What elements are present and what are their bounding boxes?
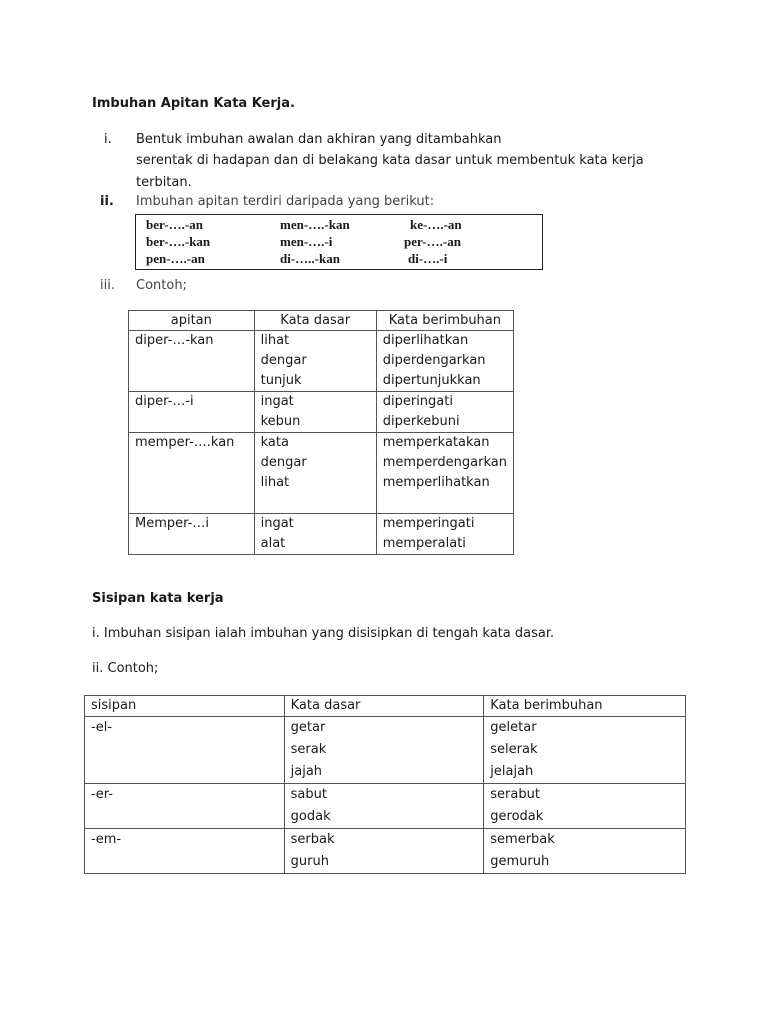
kata-berimbuhan: gerodak <box>490 809 544 824</box>
item2-number: ii. <box>100 194 114 209</box>
affix-item: ber-….-kan <box>146 234 211 249</box>
section1-title: Imbuhan Apitan Kata Kerja. <box>92 96 295 111</box>
table-row <box>85 784 686 829</box>
column-header: Kata dasar <box>254 311 376 331</box>
kata-berimbuhan: memperalati <box>382 536 466 551</box>
column-header: sisipan <box>85 696 285 717</box>
apitan-cell: Memper-…i <box>135 516 209 531</box>
affix-item: per-….-an <box>404 234 461 249</box>
affix-item: di-…..-kan <box>280 251 340 266</box>
kata-berimbuhan: gemuruh <box>490 854 550 869</box>
item1-number: i. <box>104 132 112 147</box>
apitan-cell: diper-…-kan <box>135 333 214 348</box>
apitan-table <box>128 310 514 555</box>
affix-item: di-….-i <box>408 251 448 266</box>
column-header: Kata dasar <box>284 696 484 717</box>
kata-berimbuhan: serabut <box>490 787 540 802</box>
affix-list-box <box>135 214 543 270</box>
kata-dasar: lihat <box>260 333 290 348</box>
column-header: apitan <box>129 311 255 331</box>
kata-berimbuhan: memperlihatkan <box>382 475 490 490</box>
kata-dasar: getar <box>290 720 326 735</box>
item2-text: Imbuhan apitan terdiri daripada yang berikut: <box>136 194 435 209</box>
kata-berimbuhan: jelajah <box>490 764 534 779</box>
kata-berimbuhan: geletar <box>490 720 537 735</box>
table-row <box>129 433 514 514</box>
item1-line2: serentak di hadapan dan di belakang kata dasar untuk membentuk kata kerja <box>136 153 644 168</box>
section2-item1: i. Imbuhan sisipan ialah imbuhan yang disisipkan di tengah kata dasar. <box>92 626 555 641</box>
kata-dasar: ingat <box>260 516 294 531</box>
item3-number: iii. <box>100 278 115 293</box>
table-row <box>85 829 686 874</box>
column-header: Kata berimbuhan <box>484 696 686 717</box>
table-header-row <box>129 311 514 331</box>
column-header: Kata berimbuhan <box>376 311 513 331</box>
kata-dasar: ingat <box>260 394 294 409</box>
kata-dasar: lihat <box>260 475 290 490</box>
table-row <box>129 514 514 555</box>
kata-berimbuhan: selerak <box>490 742 538 757</box>
kata-berimbuhan: diperdengarkan <box>382 353 486 368</box>
kata-dasar: jajah <box>290 764 323 779</box>
affix-item: pen-….-an <box>146 251 205 266</box>
kata-dasar: serak <box>290 742 327 757</box>
kata-berimbuhan: diperingati <box>382 394 453 409</box>
section2-item2: ii. Contoh; <box>92 661 159 676</box>
kata-berimbuhan: memperkatakan <box>382 435 490 450</box>
kata-dasar: kebun <box>260 414 301 429</box>
item3-text: Contoh; <box>136 278 187 293</box>
kata-berimbuhan: memperingati <box>382 516 475 531</box>
kata-dasar: kata <box>260 435 289 450</box>
kata-berimbuhan: memperdengarkan <box>382 455 507 470</box>
kata-dasar: guruh <box>290 854 329 869</box>
sisipan-table <box>84 695 686 874</box>
kata-dasar: sabut <box>290 787 327 802</box>
kata-dasar: tunjuk <box>260 373 302 388</box>
affix-item: men-….-kan <box>280 217 350 232</box>
table-row <box>129 331 514 392</box>
table-row <box>129 392 514 433</box>
kata-berimbuhan: diperlihatkan <box>382 333 469 348</box>
apitan-cell: diper-…-i <box>135 394 194 409</box>
apitan-cell: memper-….kan <box>135 435 235 450</box>
item1-line3: terbitan. <box>136 175 192 190</box>
item1-line1: Bentuk imbuhan awalan dan akhiran yang ditambahkan <box>136 132 502 147</box>
kata-dasar: dengar <box>260 455 307 470</box>
affix-item: men-….-i <box>280 234 333 249</box>
table-row <box>85 717 686 784</box>
kata-dasar: alat <box>260 536 286 551</box>
sisipan-cell: -em- <box>91 832 122 847</box>
sisipan-cell: -el- <box>91 720 112 735</box>
kata-berimbuhan: dipertunjukkan <box>382 373 481 388</box>
kata-berimbuhan <box>383 493 507 513</box>
kata-berimbuhan: diperkebuni <box>382 414 460 429</box>
kata-dasar: godak <box>290 809 331 824</box>
affix-item: ber-….-an <box>146 217 203 232</box>
section2-title: Sisipan kata kerja <box>92 591 224 606</box>
kata-dasar: dengar <box>260 353 307 368</box>
table-header-row <box>85 696 686 717</box>
kata-berimbuhan: semerbak <box>490 832 555 847</box>
affix-item: ke-….-an <box>410 217 462 232</box>
kata-dasar <box>261 493 370 513</box>
kata-dasar: serbak <box>290 832 335 847</box>
sisipan-cell: -er- <box>91 787 113 802</box>
